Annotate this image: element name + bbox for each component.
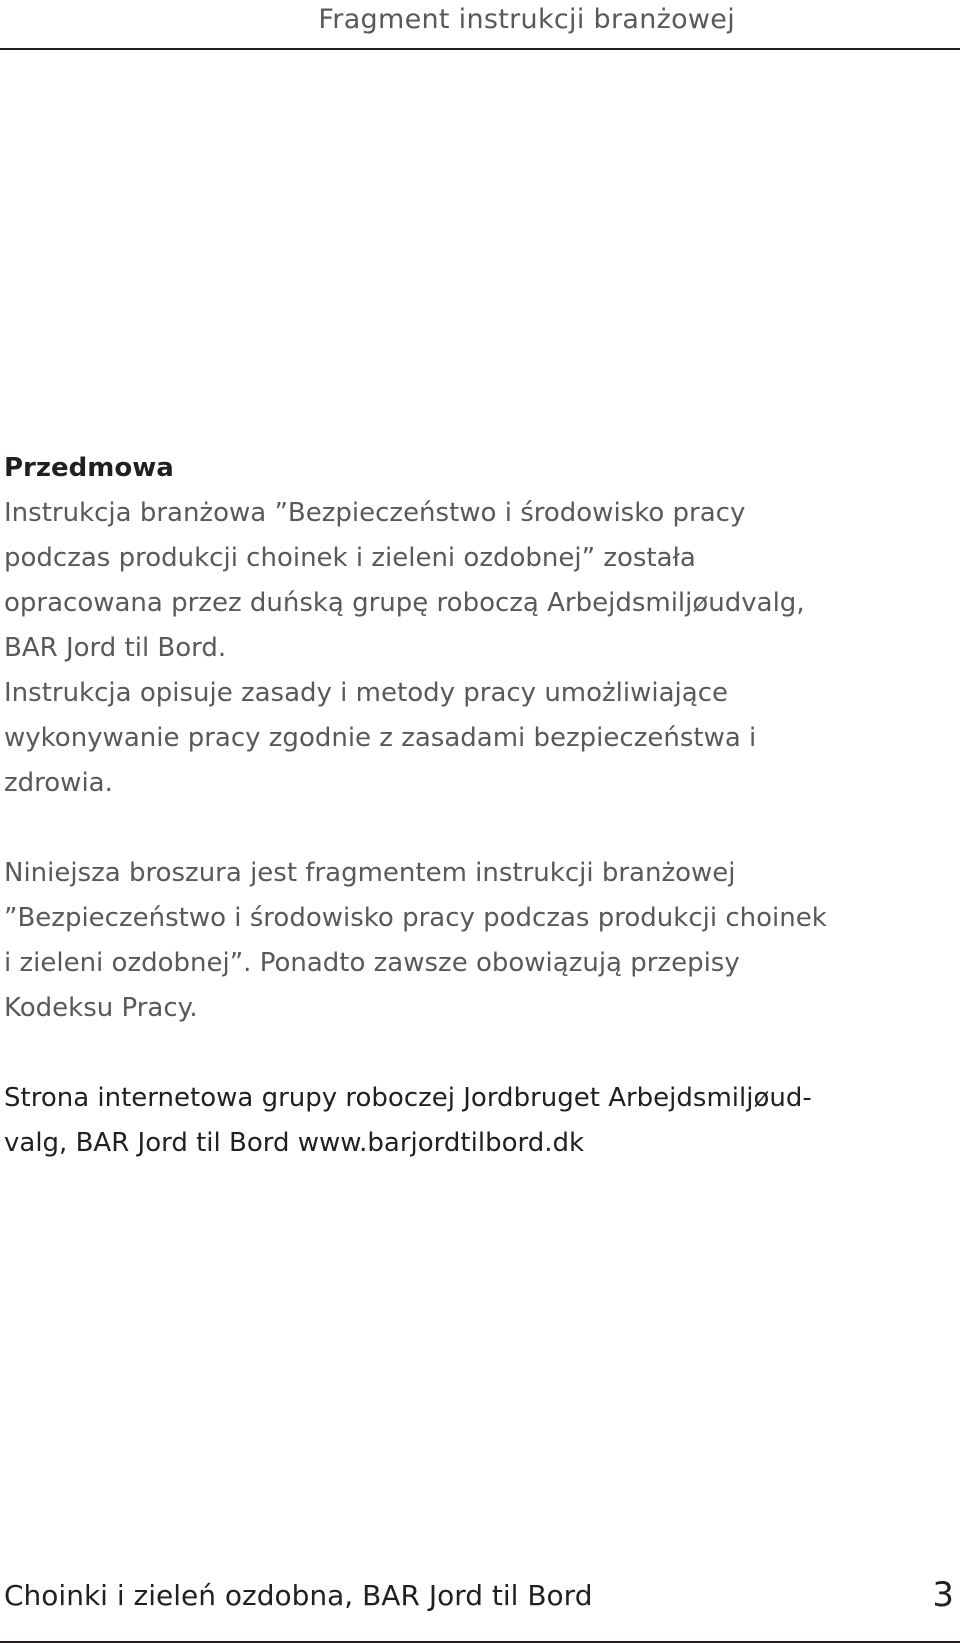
text-line: Instrukcja opisuje zasady i metody pracy umożliwiające (4, 678, 729, 708)
page-number: 3 (932, 1575, 954, 1615)
text-line: Kodeksu Pracy. (4, 993, 198, 1023)
footer-publication-title: Choinki i zieleń ozdobna, BAR Jord til Bord (4, 1579, 593, 1612)
running-header-title: Fragment instrukcji branżowej (318, 4, 735, 35)
paragraph-spacer (4, 806, 956, 851)
text-line: valg, BAR Jord til Bord www.barjordtilbord.dk (4, 1128, 585, 1158)
foreword-section (4, 446, 956, 1166)
text-line: zdrowia. (4, 768, 113, 798)
text-line: Strona internetowa grupy roboczej Jordbruget Arbejdsmiljøud- (4, 1083, 812, 1113)
paragraph-spacer (4, 1031, 956, 1076)
text-line: i zieleni ozdobnej”. Ponadto zawsze obowiązują przepisy (4, 948, 740, 978)
paragraph-brochure (4, 851, 956, 1031)
text-line: Instrukcja branżowa ”Bezpieczeństwo i środowisko pracy (4, 498, 746, 528)
running-header (0, 0, 960, 50)
paragraph-website (4, 1076, 956, 1166)
page-footer (0, 1575, 960, 1643)
text-line: wykonywanie pracy zgodnie z zasadami bezpieczeństwa i (4, 723, 757, 753)
text-line: opracowana przez duńską grupę roboczą Arbejdsmiljøudvalg, (4, 588, 805, 618)
text-line: Niniejsza broszura jest fragmentem instrukcji branżowej (4, 858, 736, 888)
text-line: BAR Jord til Bord. (4, 633, 227, 663)
text-line: podczas produkcji choinek i zieleni ozdobnej” została (4, 543, 696, 573)
paragraph-intro (4, 491, 956, 806)
text-line: ”Bezpieczeństwo i środowisko pracy podczas produkcji choinek (4, 903, 827, 933)
section-title: Przedmowa (4, 453, 174, 483)
